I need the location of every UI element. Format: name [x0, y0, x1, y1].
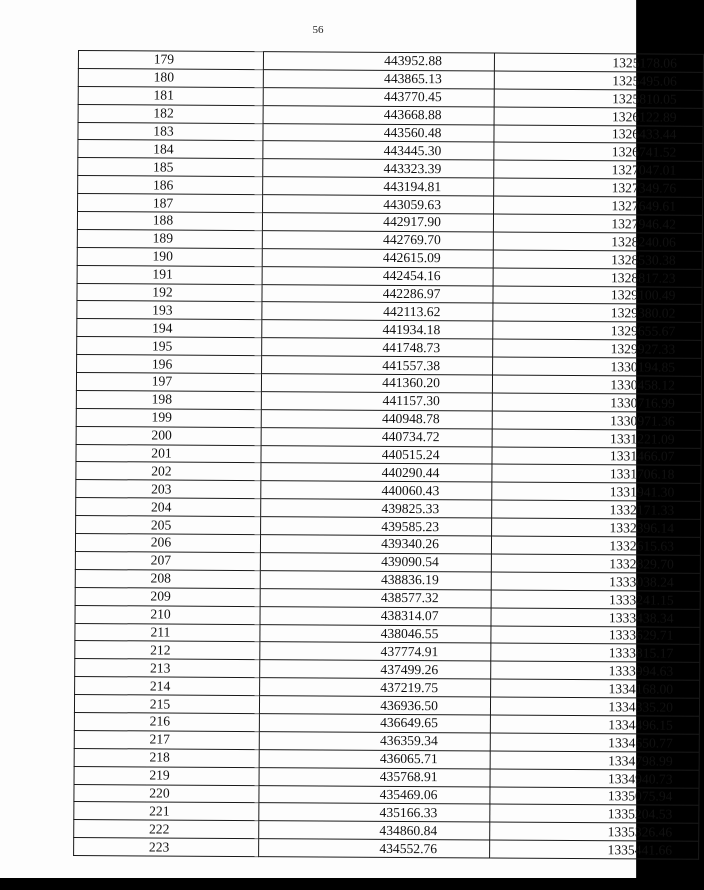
x-coordinate-cell: 439825.33	[261, 499, 492, 518]
point-number-cell: 216	[74, 712, 259, 731]
point-number-cell: 207	[75, 551, 260, 570]
x-coordinate-cell: 443560.48	[263, 123, 494, 142]
x-coordinate-cell: 436359.34	[259, 731, 490, 750]
x-coordinate-cell: 440290.44	[261, 463, 492, 482]
point-number-cell: 188	[77, 212, 262, 231]
point-number-cell: 194	[77, 319, 262, 338]
x-coordinate-cell: 443865.13	[263, 70, 494, 89]
point-number-cell: 187	[78, 194, 263, 213]
x-coordinate-cell: 440734.72	[261, 427, 492, 446]
y-coordinate-cell: 1326122.89	[494, 107, 703, 126]
x-coordinate-cell: 438577.32	[260, 588, 491, 607]
point-number-cell: 201	[76, 444, 261, 463]
y-coordinate-cell: 1333241.15	[491, 590, 700, 609]
point-number-cell: 197	[76, 373, 261, 392]
point-number-cell: 206	[75, 534, 260, 553]
point-number-cell: 200	[76, 426, 261, 445]
y-coordinate-cell: 1328817.23	[493, 268, 702, 287]
point-number-cell: 213	[75, 659, 260, 678]
x-coordinate-cell: 436065.71	[259, 749, 490, 768]
point-number-cell: 183	[78, 122, 263, 141]
y-coordinate-cell: 1327946.42	[493, 214, 702, 233]
y-coordinate-cell: 1334335.20	[490, 697, 699, 716]
x-coordinate-cell: 442286.97	[262, 284, 493, 303]
point-number-cell: 195	[77, 337, 262, 356]
y-coordinate-cell: 1328530.38	[493, 250, 702, 269]
y-coordinate-cell: 1327349.76	[494, 178, 703, 197]
y-coordinate-cell: 1331466.07	[492, 447, 701, 466]
x-coordinate-cell: 443323.39	[263, 159, 494, 178]
point-number-cell: 204	[76, 498, 261, 517]
y-coordinate-cell: 1330194.85	[493, 357, 702, 376]
x-coordinate-cell: 438836.19	[260, 570, 491, 589]
x-coordinate-cell: 436936.50	[259, 696, 490, 715]
point-number-cell: 210	[75, 605, 260, 624]
x-coordinate-cell: 442113.62	[262, 302, 493, 321]
x-coordinate-cell: 442917.90	[262, 213, 493, 232]
x-coordinate-cell: 443194.81	[263, 177, 494, 196]
y-coordinate-cell: 1325495.06	[494, 71, 703, 90]
point-number-cell: 221	[74, 802, 259, 821]
point-number-cell: 208	[75, 569, 260, 588]
point-number-cell: 186	[78, 176, 263, 195]
coordinates-table	[73, 50, 704, 860]
point-number-cell: 189	[77, 229, 262, 248]
point-number-cell: 202	[76, 462, 261, 481]
y-coordinate-cell: 1333438.34	[491, 608, 700, 627]
x-coordinate-cell: 434552.76	[259, 839, 490, 858]
y-coordinate-cell: 1329927.33	[493, 339, 702, 358]
y-coordinate-cell: 1333994.63	[491, 661, 700, 680]
point-number-cell: 192	[77, 283, 262, 302]
y-coordinate-cell: 1335204.53	[490, 804, 699, 823]
y-coordinate-cell: 1331706.18	[492, 465, 701, 484]
point-number-cell: 222	[74, 820, 259, 839]
y-coordinate-cell: 1335326.46	[490, 822, 699, 841]
x-coordinate-cell: 443445.30	[263, 141, 494, 160]
x-coordinate-cell: 442615.09	[262, 248, 493, 267]
x-coordinate-cell: 440060.43	[261, 481, 492, 500]
y-coordinate-cell: 1330971.36	[492, 411, 701, 430]
y-coordinate-cell: 1325810.05	[494, 89, 703, 108]
y-coordinate-cell: 1334496.15	[490, 715, 699, 734]
point-number-cell: 196	[77, 355, 262, 374]
x-coordinate-cell: 442454.16	[262, 266, 493, 285]
y-coordinate-cell: 1327649.61	[494, 196, 703, 215]
x-coordinate-cell: 438046.55	[260, 624, 491, 643]
point-number-cell: 219	[74, 766, 259, 785]
point-number-cell: 217	[74, 730, 259, 749]
page-number: 56	[312, 24, 324, 36]
point-number-cell: 214	[75, 677, 260, 696]
x-coordinate-cell: 437499.26	[260, 660, 491, 679]
x-coordinate-cell: 443059.63	[263, 195, 494, 214]
point-number-cell: 185	[78, 158, 263, 177]
x-coordinate-cell: 440948.78	[261, 409, 492, 428]
y-coordinate-cell: 1328240.06	[493, 232, 702, 251]
x-coordinate-cell: 441360.20	[261, 374, 492, 393]
y-coordinate-cell: 1335075.94	[490, 787, 699, 806]
y-coordinate-cell: 1334798.99	[490, 751, 699, 770]
y-coordinate-cell: 1334940.73	[490, 769, 699, 788]
y-coordinate-cell: 1329100.49	[493, 286, 702, 305]
y-coordinate-cell: 1331221.09	[492, 429, 701, 448]
y-coordinate-cell: 1333815.17	[491, 643, 700, 662]
x-coordinate-cell: 441934.18	[262, 320, 493, 339]
x-coordinate-cell: 441748.73	[262, 338, 493, 357]
x-coordinate-cell: 435166.33	[259, 803, 490, 822]
point-number-cell: 209	[75, 587, 260, 606]
point-number-cell: 180	[78, 68, 263, 87]
x-coordinate-cell: 442769.70	[262, 231, 493, 250]
point-number-cell: 190	[77, 247, 262, 266]
point-number-cell: 199	[76, 408, 261, 427]
x-coordinate-cell: 440515.24	[261, 445, 492, 464]
y-coordinate-cell: 1325178.06	[494, 53, 703, 72]
x-coordinate-cell: 441157.30	[261, 392, 492, 411]
x-coordinate-cell: 443770.45	[263, 87, 494, 106]
x-coordinate-cell: 437219.75	[260, 678, 491, 697]
y-coordinate-cell: 1335441.66	[490, 840, 699, 859]
x-coordinate-cell: 438314.07	[260, 606, 491, 625]
y-coordinate-cell: 1331941.30	[492, 482, 701, 501]
point-number-cell: 198	[76, 390, 261, 409]
x-coordinate-cell: 435768.91	[259, 767, 490, 786]
point-number-cell: 193	[77, 301, 262, 320]
y-coordinate-cell: 1330458.12	[492, 375, 701, 394]
point-number-cell: 218	[74, 748, 259, 767]
y-coordinate-cell: 1333038.24	[491, 572, 700, 591]
x-coordinate-cell: 439090.54	[260, 553, 491, 572]
point-number-cell: 205	[76, 516, 261, 535]
point-number-cell: 223	[74, 838, 259, 857]
coordinates-table-body	[74, 51, 704, 860]
y-coordinate-cell: 1330716.99	[492, 393, 701, 412]
x-coordinate-cell: 439340.26	[260, 535, 491, 554]
point-number-cell: 211	[75, 623, 260, 642]
point-number-cell: 215	[74, 695, 259, 714]
y-coordinate-cell: 1333629.71	[491, 626, 700, 645]
table-row	[74, 838, 699, 860]
y-coordinate-cell: 1334168.00	[491, 679, 700, 698]
x-coordinate-cell: 443668.88	[263, 105, 494, 124]
x-coordinate-cell: 441557.38	[262, 356, 493, 375]
y-coordinate-cell: 1332396.14	[492, 518, 701, 537]
x-coordinate-cell: 434860.84	[259, 821, 490, 840]
y-coordinate-cell: 1332615.63	[491, 536, 700, 555]
x-coordinate-cell: 437774.91	[260, 642, 491, 661]
point-number-cell: 212	[75, 641, 260, 660]
point-number-cell: 179	[78, 51, 263, 70]
point-number-cell: 181	[78, 86, 263, 105]
y-coordinate-cell: 1326741.52	[494, 142, 703, 161]
y-coordinate-cell: 1329655.67	[493, 321, 702, 340]
y-coordinate-cell: 1329380.02	[493, 304, 702, 323]
y-coordinate-cell: 1334650.77	[490, 733, 699, 752]
coordinates-table-wrapper	[73, 50, 677, 859]
x-coordinate-cell: 436649.65	[259, 714, 490, 733]
point-number-cell: 182	[78, 104, 263, 123]
point-number-cell: 203	[76, 480, 261, 499]
point-number-cell: 184	[78, 140, 263, 159]
y-coordinate-cell: 1326433.44	[494, 125, 703, 144]
y-coordinate-cell: 1327047.01	[494, 160, 703, 179]
point-number-cell: 191	[77, 265, 262, 284]
y-coordinate-cell: 1332829.70	[491, 554, 700, 573]
x-coordinate-cell: 443952.88	[263, 52, 494, 71]
y-coordinate-cell: 1332171.33	[492, 500, 701, 519]
x-coordinate-cell: 435469.06	[259, 785, 490, 804]
x-coordinate-cell: 439585.23	[261, 517, 492, 536]
point-number-cell: 220	[74, 784, 259, 803]
